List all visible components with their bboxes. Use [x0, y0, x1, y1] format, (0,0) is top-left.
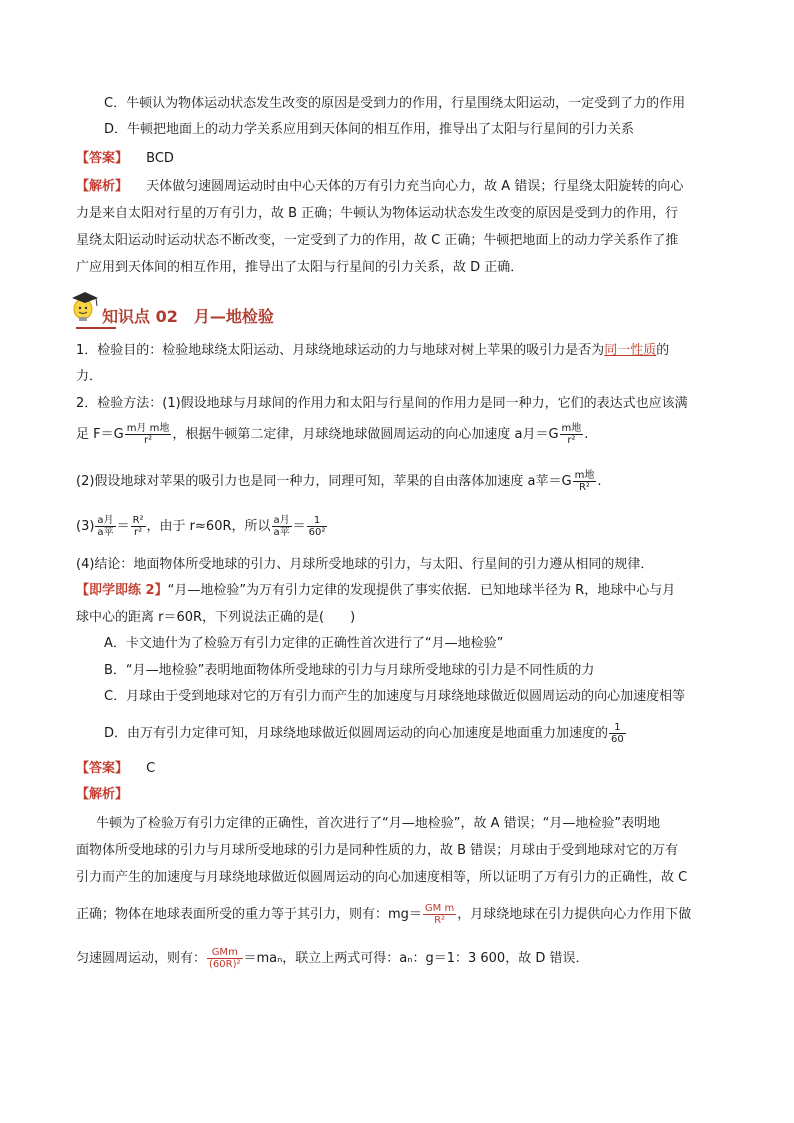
option-d-text: D．牛顿把地面上的动力学关系应用到天体间的相互作用，推导出了太阳与行星间的引力关系	[104, 122, 635, 137]
answer-label: 【答案】	[76, 761, 129, 776]
exercise-analysis-label: 【解析】	[76, 787, 129, 802]
answer-line	[76, 150, 174, 168]
exercise-answer-line	[76, 760, 155, 778]
fraction: $\frac{\text{GMm}}{\text{(60R)²}}$	[209, 947, 241, 970]
fraction: $\frac{\text{R²}}{\text{r²}}$	[132, 515, 144, 538]
exercise-analysis-1: 牛顿为了检验万有引力定律的正确性，首次进行了“月—地检验”，故 A 错误；“月—地检验”表明地	[96, 816, 661, 831]
analysis-line-2: 力是来自太阳对行星的万有引力，故 B 正确；牛顿认为物体运动状态发生改变的原因是受到力的作用，行	[76, 206, 679, 221]
answer-label: 【答案】	[76, 151, 129, 166]
answer-value: C	[146, 761, 156, 776]
fraction: $\frac{\text{m月 m地}}{\text{r²}}$	[126, 423, 170, 446]
exercise-option-c: C．月球由于受到地球对它的万有引力而产生的加速度与月球绕地球做近似圆周运动的向心加速度相等	[104, 689, 686, 704]
answer-value: BCD	[146, 151, 174, 166]
scholar-lightbulb-icon	[68, 289, 102, 323]
exercise-analysis-5: 匀速圆周运动，则有： $\frac{\text{GMm}}{\text{(60R)²}}$ ＝maₙ，联立上两式可得：aₙ：g＝1：3 600，故 D 错误．	[76, 947, 589, 970]
kp-para-1-cont: 力．	[76, 369, 103, 384]
exercise-analysis-4: 正确；物体在地球表面所受的重力等于其引力，则有：mg＝ $\frac{\text{GM m}}{\text{R²}}$ ，月球绕地球在引力提供向心力作用下做	[76, 903, 692, 926]
exercise-option-d: D．由万有引力定律可知，月球绕地球做近似圆周运动的向心加速度是地面重力加速度的 $\frac{1}{60}$	[104, 722, 624, 745]
kp-para-4: (3) $\frac{\text{a月}}{\text{a苹}}$ ＝ $\frac{\text{R²}}{\text{r²}}$ ，由于 r≈60R，所以 $\frac{\text{a月}}{\text{a苹}}$ ＝ $\frac{1}{\text{60²}}$	[76, 515, 326, 538]
kp-para-1: 1．检验目的：检验地球绕太阳运动、月球绕地球运动的力与地球对树上苹果的吸引力是否为同一性质的	[76, 343, 670, 358]
knowledge-point-title: 知识点 02 月—地检验	[102, 307, 274, 326]
fraction: $\frac{\text{m地}}{\text{r²}}$	[561, 423, 582, 446]
analysis-text-1: 天体做匀速圆周运动时由中心天体的万有引力充当向心力，故 A 错误；行星绕太阳旋转的向心	[146, 179, 684, 194]
exercise-analysis-3: 引力而产生的加速度与月球绕地球做近似圆周运动的向心加速度相等，所以证明了万有引力的正确性，故 C	[76, 870, 688, 885]
option-c-text: C．牛顿认为物体运动状态发生改变的原因是受到力的作用，行星围绕太阳运动，一定受到了力的作用	[104, 96, 686, 111]
keyword-same-nature: 同一性质	[604, 343, 657, 358]
fraction: $\frac{1}{\text{60²}}$	[308, 515, 326, 538]
analysis-label: 【解析】	[76, 179, 129, 194]
kp-para-2-formula: 足 F＝G $\frac{\text{m月 m地}}{\text{r²}}$ ，根据牛顿第二定律，月球绕地球做圆周运动的向心加速度 a月＝G $\frac{\text{m地}}{\text{r²}}$ .	[76, 423, 589, 446]
analysis-line-4: 广应用到天体间的相互作用，推导出了太阳与行星间的引力关系，故 D 正确．	[76, 260, 524, 275]
analysis-line-1	[76, 178, 683, 196]
exercise-option-b: B．“月—地检验”表明地面物体所受地球的引力与月球所受地球的引力是不同性质的力	[104, 663, 595, 678]
fraction: $\frac{\text{GM m}}{\text{R²}}$	[424, 903, 455, 926]
exercise-line-1: 【即学即练 2】“月—地检验”为万有引力定律的发现提供了事实依据．已知地球半径为 R，地球中心与月	[76, 583, 676, 598]
title-underline	[76, 327, 116, 329]
kp-para-2: 2．检验方法：(1)假设地球与月球间的作用力和太阳与行星间的作用力是同一种力，它们的表达式也应该满	[76, 396, 688, 411]
kp-para-3: (2)假设地球对苹果的吸引力也是同一种力，同理可知，苹果的自由落体加速度 a苹＝G $\frac{\text{m地}}{\text{R²}}$ .	[76, 470, 602, 493]
fraction: $\frac{\text{a月}}{\text{a苹}}$	[273, 515, 290, 538]
kp-para-5: (4)结论：地面物体所受地球的引力、月球所受地球的引力，与太阳、行星间的引力遵从相同的规律．	[76, 557, 654, 572]
fraction: $\frac{\text{m地}}{\text{R²}}$	[574, 470, 595, 493]
exercise-analysis-2: 面物体所受地球的引力与月球所受地球的引力是同种性质的力，故 B 错误；月球由于受到地球对它的万有	[76, 843, 679, 858]
exercise-label: 【即学即练 2】	[76, 583, 168, 598]
fraction: $\frac{\text{a月}}{\text{a苹}}$	[97, 515, 114, 538]
analysis-line-3: 星绕太阳运动时运动状态不断改变，一定受到了力的作用，故 C 正确；牛顿把地面上的动力学关系作了推	[76, 233, 679, 248]
exercise-option-a: A．卡文迪什为了检验万有引力定律的正确性首次进行了“月—地检验”	[104, 636, 504, 651]
fraction: $\frac{1}{60}$	[611, 722, 624, 745]
exercise-line-2: 球中心的距离 r＝60R，下列说法正确的是( )	[76, 610, 356, 625]
